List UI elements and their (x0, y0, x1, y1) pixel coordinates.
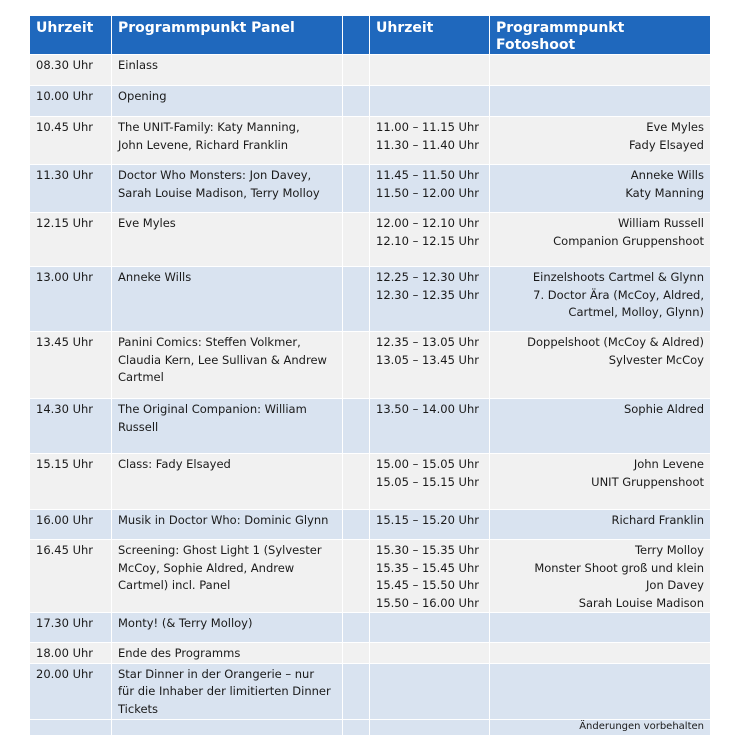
panel-cell (112, 332, 343, 399)
header-time-photo: Uhrzeit (370, 16, 490, 55)
panel-cell (112, 117, 343, 165)
photo-item-line: Richard Franklin (611, 513, 704, 527)
spacer-cell (343, 399, 370, 454)
panel-cell (112, 213, 343, 267)
spacer-cell (343, 55, 370, 86)
photo-time-cell (370, 165, 490, 213)
panel-line: The Original Companion: William (118, 402, 307, 416)
photo-item-line: Doppelshoot (McCoy & Aldred) (527, 335, 704, 349)
photo-item-cell (490, 399, 711, 454)
panel-line: John Levene, Richard Franklin (118, 137, 289, 152)
spacer-cell (343, 117, 370, 165)
schedule-row (30, 267, 711, 332)
panel-time-cell: 20.00 Uhr (30, 663, 112, 719)
panel-line: Claudia Kern, Lee Sullivan & Andrew (118, 352, 327, 367)
photo-time-line: 13.05 – 13.45 Uhr (376, 352, 479, 367)
photo-time-line: 15.35 – 15.45 Uhr (376, 560, 479, 575)
photo-time-line: 12.30 – 12.35 Uhr (376, 287, 479, 302)
photo-time-line: 15.45 – 15.50 Uhr (376, 578, 479, 592)
photo-time-cell (370, 663, 490, 719)
panel-line: Class: Fady Elsayed (118, 457, 231, 471)
photo-item-cell (490, 117, 711, 165)
panel-line: Einlass (118, 58, 158, 72)
photo-time-line: 12.35 – 13.05 Uhr (376, 335, 479, 349)
panel-cell (112, 55, 343, 86)
panel-cell (112, 510, 343, 540)
panel-line: Tickets (118, 701, 159, 716)
photo-item-cell (490, 540, 711, 613)
photo-item-cell (490, 663, 711, 719)
photo-time-line: 15.50 – 16.00 Uhr (376, 595, 479, 610)
panel-line: Doctor Who Monsters: Jon Davey, (118, 168, 312, 182)
panel-time-cell: 11.30 Uhr (30, 165, 112, 213)
schedule-row (30, 454, 711, 510)
spacer-cell (343, 613, 370, 643)
photo-time-cell (370, 613, 490, 643)
photo-item-cell (490, 165, 711, 213)
footnote-spacer-cell (343, 719, 370, 735)
panel-line: Sarah Louise Madison, Terry Molloy (118, 185, 320, 200)
photo-item-cell (490, 643, 711, 664)
photo-item-line: Sophie Aldred (623, 402, 704, 416)
photo-time-line: 11.00 – 11.15 Uhr (376, 120, 479, 134)
panel-time-cell: 10.45 Uhr (30, 117, 112, 165)
photo-item-line: Jon Davey (646, 578, 704, 592)
panel-time-cell: 15.15 Uhr (30, 454, 112, 510)
photo-item-line: UNIT Gruppenshoot (591, 474, 704, 489)
panel-cell (112, 267, 343, 332)
panel-line: The UNIT-Family: Katy Manning, (118, 120, 300, 134)
panel-line: Panini Comics: Steffen Volkmer, (118, 335, 301, 349)
panel-cell (112, 454, 343, 510)
photo-time-cell (370, 510, 490, 540)
panel-line: Screening: Ghost Light 1 (Sylvester (118, 543, 322, 557)
photo-item-cell (490, 213, 711, 267)
panel-time-cell: 12.15 Uhr (30, 213, 112, 267)
schedule-row (30, 663, 711, 719)
panel-line: Cartmel (118, 370, 164, 384)
photo-item-line: Anneke Wills (630, 168, 704, 182)
photo-time-cell (370, 399, 490, 454)
photo-item-cell (490, 613, 711, 643)
spacer-cell (343, 165, 370, 213)
header-time-panel: Uhrzeit (30, 16, 112, 55)
photo-item-line: Katy Manning (625, 185, 704, 200)
photo-time-line: 12.00 – 12.10 Uhr (376, 216, 479, 230)
schedule-row (30, 86, 711, 117)
panel-cell (112, 540, 343, 613)
photo-time-line: 11.30 – 11.40 Uhr (376, 137, 479, 152)
footnote-row (30, 719, 711, 735)
footnote-spacer-cell (30, 719, 112, 735)
schedule-row (30, 510, 711, 540)
photo-item-cell (490, 267, 711, 332)
panel-line: für die Inhaber der limitierten Dinner (118, 684, 331, 698)
photo-item-cell (490, 86, 711, 117)
photo-item-cell (490, 332, 711, 399)
footnote-spacer-cell (112, 719, 343, 735)
photo-time-cell (370, 332, 490, 399)
schedule-table (29, 15, 711, 736)
schedule-row (30, 117, 711, 165)
panel-line: Monty! (& Terry Molloy) (118, 616, 253, 630)
spacer-cell (343, 643, 370, 664)
photo-item-line: Monster Shoot groß und klein (534, 560, 704, 575)
schedule-body (30, 55, 711, 736)
photo-time-cell (370, 454, 490, 510)
photo-item-line: Companion Gruppenshoot (553, 233, 704, 248)
photo-item-cell (490, 55, 711, 86)
photo-time-cell (370, 55, 490, 86)
header-photo: Programmpunkt Fotoshoot (490, 16, 711, 55)
photo-time-line: 12.25 – 12.30 Uhr (376, 270, 479, 284)
panel-time-cell: 17.30 Uhr (30, 613, 112, 643)
header-spacer (343, 16, 370, 55)
photo-time-cell (370, 213, 490, 267)
schedule-row (30, 332, 711, 399)
photo-item-line: Terry Molloy (634, 543, 704, 557)
photo-time-cell (370, 643, 490, 664)
schedule-row (30, 643, 711, 664)
panel-line: Ende des Programms (118, 646, 241, 660)
photo-item-cell (490, 454, 711, 510)
spacer-cell (343, 267, 370, 332)
panel-time-cell: 13.45 Uhr (30, 332, 112, 399)
photo-item-line: John Levene (633, 457, 704, 471)
photo-time-line: 11.45 – 11.50 Uhr (376, 168, 479, 182)
panel-time-cell: 16.45 Uhr (30, 540, 112, 613)
photo-time-line: 15.05 – 15.15 Uhr (376, 474, 479, 489)
photo-item-line: Eve Myles (646, 120, 704, 134)
spacer-cell (343, 510, 370, 540)
photo-time-line: 11.50 – 12.00 Uhr (376, 185, 479, 200)
photo-time-line: 13.50 – 14.00 Uhr (376, 402, 479, 416)
photo-item-line: Fady Elsayed (628, 137, 704, 152)
schedule-row (30, 540, 711, 613)
photo-time-line: 15.00 – 15.05 Uhr (376, 457, 479, 471)
photo-item-cell (490, 510, 711, 540)
spacer-cell (343, 454, 370, 510)
spacer-cell (343, 332, 370, 399)
panel-time-cell: 08.30 Uhr (30, 55, 112, 86)
panel-time-cell: 13.00 Uhr (30, 267, 112, 332)
panel-line: Cartmel) incl. Panel (118, 578, 231, 592)
photo-time-cell (370, 86, 490, 117)
photo-item-line: Einzelshoots Cartmel & Glynn (532, 270, 704, 284)
panel-cell (112, 165, 343, 213)
photo-item-line: Sylvester McCoy (608, 352, 704, 367)
panel-time-cell: 10.00 Uhr (30, 86, 112, 117)
footnote-spacer-cell (370, 719, 490, 735)
panel-cell (112, 643, 343, 664)
spacer-cell (343, 663, 370, 719)
spacer-cell (343, 213, 370, 267)
header-row (30, 16, 711, 55)
panel-cell (112, 86, 343, 117)
spacer-cell (343, 86, 370, 117)
header-panel: Programmpunkt Panel (112, 16, 343, 55)
schedule-row (30, 55, 711, 86)
panel-line: Star Dinner in der Orangerie – nur (118, 666, 315, 681)
schedule-row (30, 613, 711, 643)
schedule-row (30, 165, 711, 213)
panel-cell (112, 613, 343, 643)
schedule-row (30, 399, 711, 454)
panel-time-cell: 16.00 Uhr (30, 510, 112, 540)
photo-item-line: 7. Doctor Ära (McCoy, Aldred, (533, 287, 704, 302)
panel-line: Anneke Wills (118, 270, 192, 284)
footnote: Änderungen vorbehalten (490, 719, 711, 735)
panel-time-cell: 14.30 Uhr (30, 399, 112, 454)
panel-time-cell: 18.00 Uhr (30, 643, 112, 664)
panel-line: Musik in Doctor Who: Dominic Glynn (118, 513, 329, 527)
photo-time-line: 12.10 – 12.15 Uhr (376, 233, 479, 248)
photo-time-cell (370, 267, 490, 332)
panel-line: Opening (118, 89, 167, 103)
panel-line: Russell (118, 419, 159, 434)
photo-item-line: William Russell (617, 216, 704, 230)
photo-time-line: 15.30 – 15.35 Uhr (376, 543, 479, 557)
photo-time-cell (370, 540, 490, 613)
schedule-row (30, 213, 711, 267)
photo-item-line: Sarah Louise Madison (578, 595, 704, 610)
panel-cell (112, 399, 343, 454)
panel-line: McCoy, Sophie Aldred, Andrew (118, 560, 295, 575)
spacer-cell (343, 540, 370, 613)
panel-line: Eve Myles (118, 216, 176, 230)
photo-item-line: Cartmel, Molloy, Glynn) (568, 305, 704, 319)
photo-time-line: 15.15 – 15.20 Uhr (376, 513, 479, 527)
panel-cell (112, 663, 343, 719)
photo-time-cell (370, 117, 490, 165)
